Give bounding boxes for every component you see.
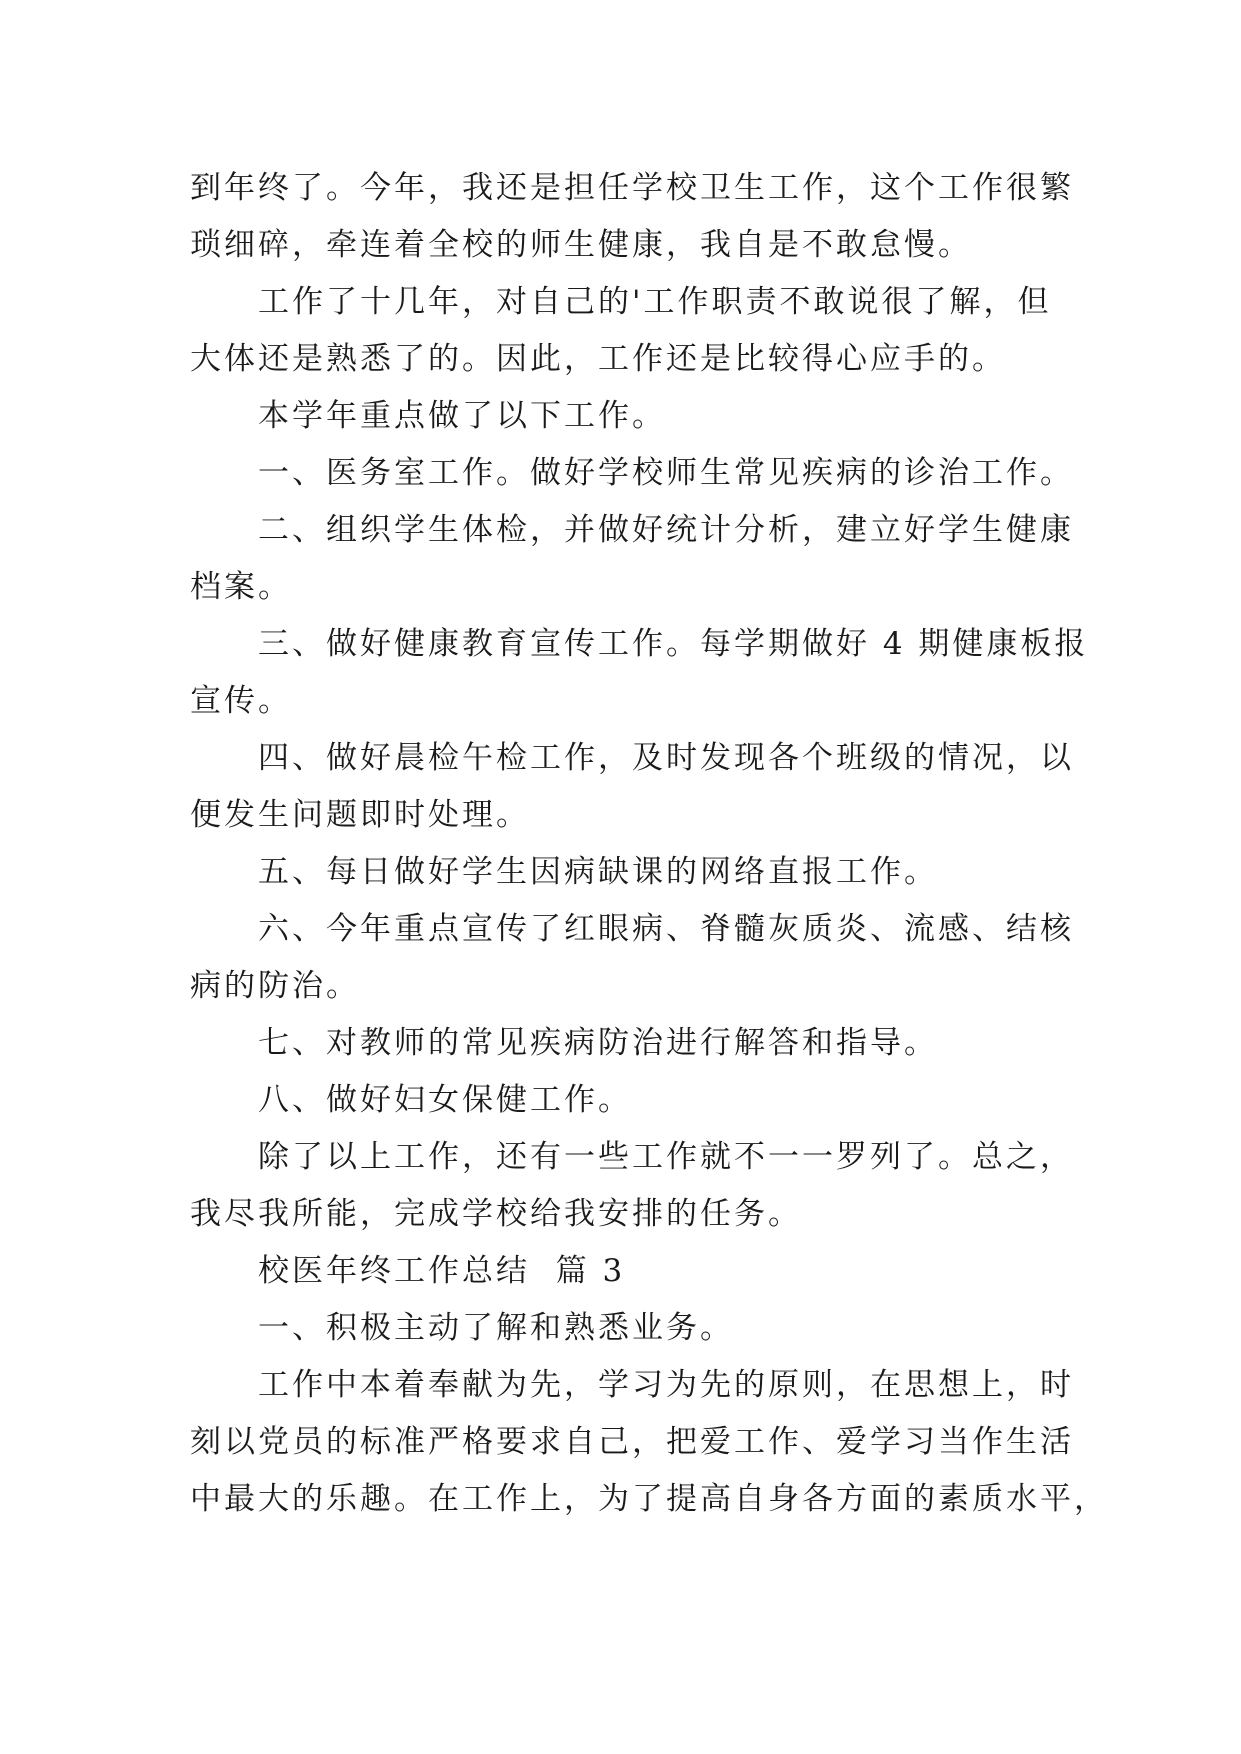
text-line: 我尽我所能，完成学校给我安排的任务。 [190, 1196, 802, 1232]
text-line: 刻以党员的标准严格要求自己，把爱工作、爱学习当作生活 [190, 1424, 1074, 1460]
text-line: 到年终了。今年，我还是担任学校卫生工作，这个工作很繁 [190, 170, 1074, 206]
list-item: 四、做好晨检午检工作，及时发现各个班级的情况，以 [258, 740, 1074, 776]
paragraph-start: 本学年重点做了以下工作。 [258, 398, 666, 434]
paragraph-start: 除了以上工作，还有一些工作就不一一罗列了。总之， [258, 1139, 1074, 1175]
list-item: 一、积极主动了解和熟悉业务。 [258, 1310, 734, 1346]
list-item: 三、做好健康教育宣传工作。每学期做好 4 期健康板报 [258, 626, 1089, 662]
text-line: 大体还是熟悉了的。因此，工作还是比较得心应手的。 [190, 341, 1006, 377]
list-item: 八、做好妇女保健工作。 [258, 1082, 632, 1118]
text-line: 病的防治。 [190, 968, 360, 1004]
list-item: 七、对教师的常见疾病防治进行解答和指导。 [258, 1025, 938, 1061]
paragraph-start: 工作了十几年，对自己的'工作职责不敢说很了解，但 [258, 284, 1052, 320]
text-line: 琐细碎，牵连着全校的师生健康，我自是不敢怠慢。 [190, 227, 972, 263]
text-line: 档案。 [190, 569, 292, 605]
list-item: 二、组织学生体检，并做好统计分析，建立好学生健康 [258, 512, 1074, 548]
section-heading: 校医年终工作总结 篇 3 [258, 1253, 626, 1289]
list-item: 五、每日做好学生因病缺课的网络直报工作。 [258, 854, 938, 890]
paragraph-start: 工作中本着奉献为先，学习为先的原则，在思想上，时 [258, 1367, 1074, 1403]
text-line: 宣传。 [190, 683, 292, 719]
text-line: 便发生问题即时处理。 [190, 797, 530, 833]
text-line: 中最大的乐趣。在工作上，为了提高自身各方面的素质水平， [190, 1481, 1108, 1517]
list-item: 六、今年重点宣传了红眼病、脊髓灰质炎、流感、结核 [258, 911, 1074, 947]
list-item: 一、医务室工作。做好学校师生常见疾病的诊治工作。 [258, 455, 1074, 491]
